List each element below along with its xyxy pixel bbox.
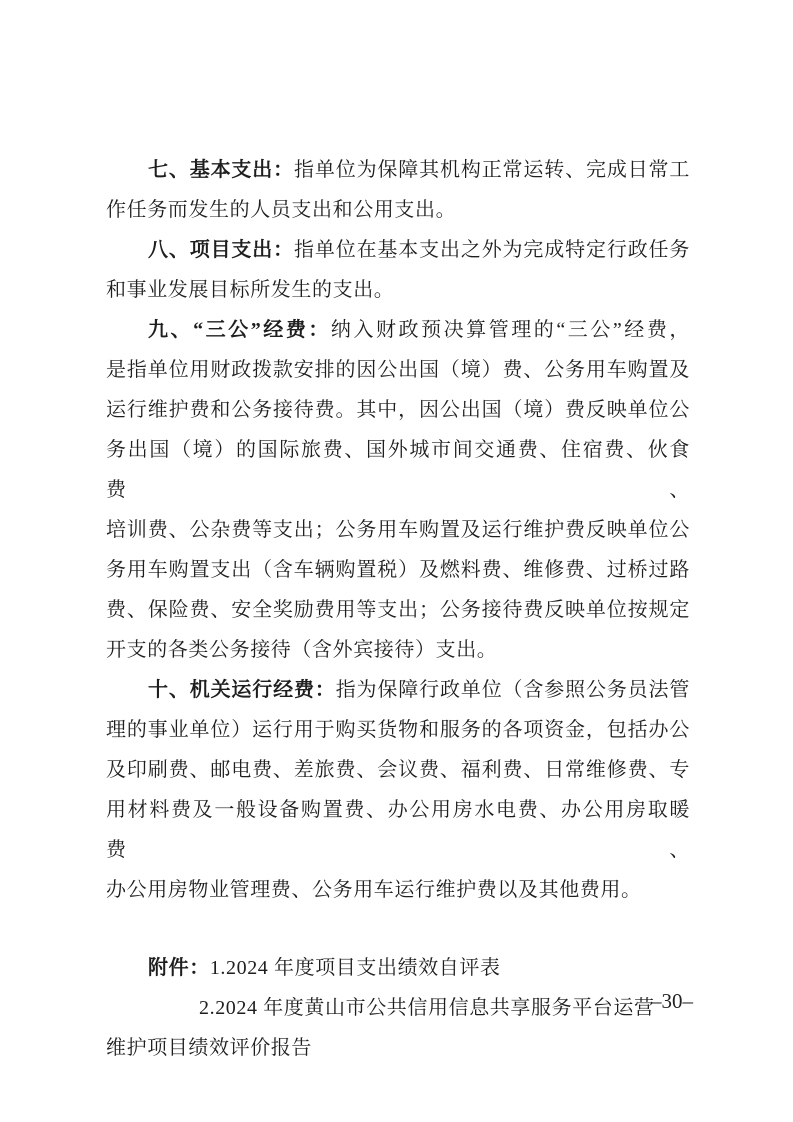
body-text: 办公用房物业管理费、公务用车运行维护费以及其他费用。 xyxy=(106,879,642,901)
body-text: 纳入财政预决算管理的“三公”经费， xyxy=(330,319,690,341)
text-line xyxy=(106,350,690,390)
text-line xyxy=(106,670,690,710)
text-line xyxy=(106,190,690,230)
page-number: –30– xyxy=(651,989,693,1013)
section-heading-text: 八、项目支出： xyxy=(148,239,294,261)
text-line xyxy=(106,150,690,190)
section-heading-text: 九、“三公”经费： xyxy=(148,319,331,341)
body-text: 是指单位用财政拨款安排的因公出国（境）费、公务用车购置及 xyxy=(106,359,690,381)
body-text: 指为保障行政单位（含参照公务员法管 xyxy=(335,679,690,701)
text-line xyxy=(106,790,690,870)
text-line xyxy=(106,550,690,590)
text-line xyxy=(106,310,690,350)
body-text: 务用车购置支出（含车辆购置税）及燃料费、维修费、过桥过路 xyxy=(106,559,690,581)
text-line xyxy=(106,750,690,790)
text-line xyxy=(106,510,690,550)
body-text: 及印刷费、邮电费、差旅费、会议费、福利费、日常维修费、专 xyxy=(106,759,690,781)
body-text: 作任务而发生的人员支出和公用支出。 xyxy=(106,199,457,221)
document-content xyxy=(106,150,690,1068)
text-line xyxy=(106,948,690,988)
paragraph-gap xyxy=(106,910,690,948)
text-line xyxy=(106,230,690,270)
body-text: 和事业发展目标所发生的支出。 xyxy=(106,279,395,301)
section-heading-text: 七、基本支出： xyxy=(148,159,294,181)
text-line xyxy=(106,590,690,630)
body-text: 开支的各类公务接待（含外宾接待）支出。 xyxy=(106,639,498,661)
text-line xyxy=(106,270,690,310)
body-text: 培训费、公杂费等支出；公务用车购置及运行维护费反映单位公 xyxy=(106,519,690,541)
body-text: 用材料费及一般设备购置费、办公用房水电费、办公用房取暖费、 xyxy=(106,799,690,861)
body-text: 1.2024 年度项目支出绩效自评表 xyxy=(209,957,501,979)
body-text: 务出国（境）的国际旅费、国外城市间交通费、住宿费、伙食费、 xyxy=(106,439,690,501)
text-line xyxy=(106,1028,690,1068)
body-text: 指单位在基本支出之外为完成特定行政任务 xyxy=(294,239,691,261)
section-heading-text: 附件： xyxy=(148,957,210,979)
attachment-list xyxy=(106,948,690,1068)
body-text: 维护项目绩效评价报告 xyxy=(106,1037,312,1059)
body-text-block xyxy=(106,150,690,910)
body-text: 2.2024 年度黄山市公共信用信息共享服务平台运营 xyxy=(199,997,655,1019)
body-text: 费、保险费、安全奖励费用等支出；公务接待费反映单位按规定 xyxy=(106,599,690,621)
body-text: 运行维护费和公务接待费。其中，因公出国（境）费反映单位公 xyxy=(106,399,690,421)
body-text: 理的事业单位）运行用于购买货物和服务的各项资金，包括办公 xyxy=(106,719,690,741)
text-line xyxy=(106,390,690,430)
text-line xyxy=(106,870,690,910)
text-line xyxy=(106,430,690,510)
text-line xyxy=(106,710,690,750)
body-text: 指单位为保障其机构正常运转、完成日常工 xyxy=(294,159,691,181)
text-line xyxy=(106,630,690,670)
section-heading-text: 十、机关运行经费： xyxy=(148,679,336,701)
text-line xyxy=(106,988,690,1028)
